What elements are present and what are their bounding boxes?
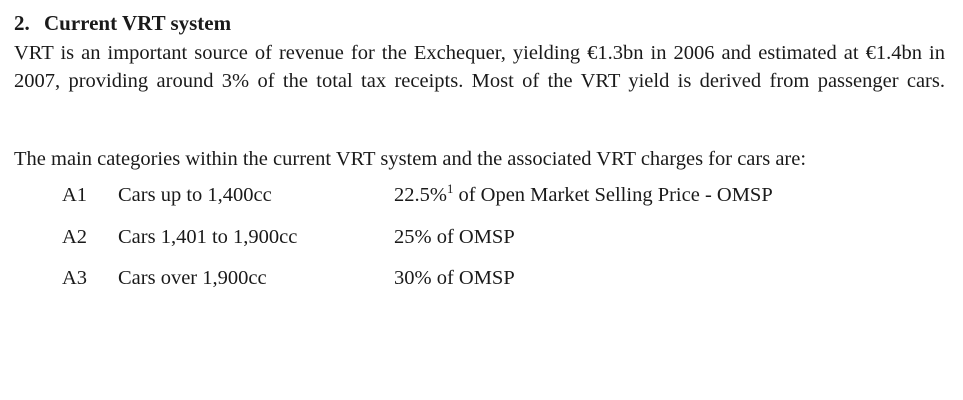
category-code: A3 (62, 267, 88, 290)
category-description: Cars over 1,900cc (118, 267, 267, 290)
category-code: A1 (62, 184, 88, 207)
rate-value: 22.5% (394, 184, 447, 207)
section-heading (14, 10, 949, 36)
paragraph-spacer (14, 123, 949, 140)
category-description: Cars up to 1,400cc (118, 184, 272, 207)
category-rate (394, 182, 949, 207)
rate-value: 30% of OMSP (394, 267, 515, 290)
list-item (14, 182, 949, 207)
paragraph-categories: The main categories within the current VRT system and the associated VRT charges for cars are: (14, 148, 807, 171)
footnote-marker: 1 (446, 182, 454, 197)
category-rate (394, 227, 949, 248)
section-title: Current VRT system (44, 11, 232, 35)
category-description: Cars 1,401 to 1,900cc (118, 225, 298, 248)
rate-detail: of Open Market Selling Price - OMSP (453, 184, 773, 207)
list-item (14, 268, 949, 289)
vrt-category-list (14, 182, 949, 290)
rate-value: 25% of OMSP (394, 225, 515, 248)
section-number: 2. (14, 11, 30, 35)
category-code: A2 (62, 225, 88, 248)
category-rate (394, 268, 949, 289)
paragraph-intro: VRT is an important source of revenue for the Exchequer, yielding €1.3bn in 2006 and estimated at €1.4bn in 2007, providing around 3% of the total tax receipts. Most of the VRT yield is derived from passenger cars. (14, 42, 945, 92)
list-item (14, 227, 949, 248)
